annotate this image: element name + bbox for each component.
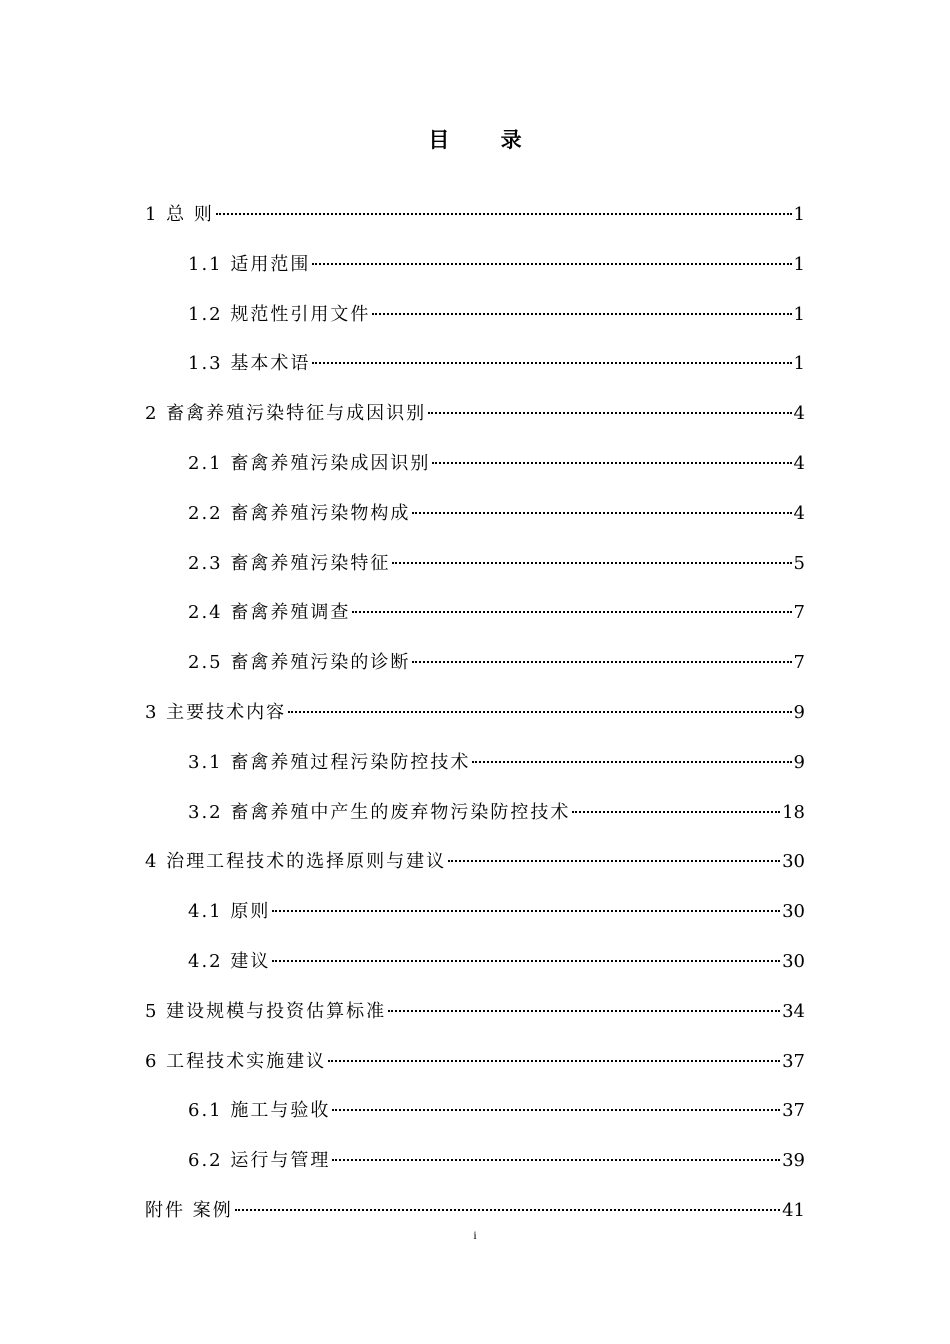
- toc-entry-label: 6.1 施工与验收: [188, 1100, 331, 1121]
- toc-entry-label: 3.2 畜禽养殖中产生的废弃物污染防控技术: [188, 802, 571, 823]
- toc-entry[interactable]: [188, 1146, 805, 1176]
- dot-leader: [352, 611, 791, 613]
- dot-leader: [428, 412, 791, 414]
- toc-entry-label: 1.3 基本术语: [188, 353, 311, 374]
- toc-entry-page: 9: [793, 752, 805, 773]
- toc-entry-page: 1: [793, 254, 805, 275]
- toc-entry[interactable]: [145, 200, 805, 230]
- toc-entry[interactable]: [188, 1096, 805, 1126]
- toc-entry[interactable]: [188, 947, 805, 977]
- toc-entry-label: 4 治理工程技术的选择原则与建议: [145, 851, 447, 872]
- toc-entry-label: 1.2 规范性引用文件: [188, 304, 371, 325]
- toc-entry-page: 37: [782, 1051, 805, 1072]
- toc-entry[interactable]: [188, 748, 805, 778]
- toc-entry-label: 3.1 畜禽养殖过程污染防控技术: [188, 752, 471, 773]
- toc-entry-page: 5: [793, 553, 805, 574]
- dot-leader: [272, 960, 780, 962]
- toc-entry-label: 1 总 则: [145, 204, 214, 225]
- toc-entry-page: 4: [793, 403, 805, 424]
- toc-entry[interactable]: [145, 698, 805, 728]
- toc-entry-label: 6 工程技术实施建议: [145, 1051, 327, 1072]
- toc-entry-label: 4.1 原则: [188, 901, 271, 922]
- toc-entry-label: 2 畜禽养殖污染特征与成因识别: [145, 403, 427, 424]
- dot-leader: [412, 661, 791, 663]
- page-title: 目 录: [428, 128, 544, 152]
- toc-entry[interactable]: [188, 349, 805, 379]
- toc-entry[interactable]: [145, 847, 805, 877]
- toc-entry-page: 9: [793, 702, 805, 723]
- dot-leader: [288, 711, 791, 713]
- toc-entry[interactable]: [145, 997, 805, 1027]
- toc-entry[interactable]: [145, 1196, 805, 1226]
- dot-leader: [216, 213, 792, 215]
- dot-leader: [372, 313, 791, 315]
- toc-entry-page: 1: [793, 353, 805, 374]
- toc-entry[interactable]: [188, 549, 805, 579]
- dot-leader: [312, 362, 791, 364]
- dot-leader: [392, 562, 791, 564]
- toc-entry[interactable]: [145, 399, 805, 429]
- toc-entry[interactable]: [188, 648, 805, 678]
- toc-entry-page: 4: [793, 503, 805, 524]
- dot-leader: [328, 1060, 780, 1062]
- toc-entry-page: 37: [782, 1100, 805, 1121]
- toc-entry[interactable]: [188, 598, 805, 628]
- toc-entry-page: 34: [782, 1001, 805, 1022]
- dot-leader: [448, 860, 780, 862]
- toc-entry-label: 2.4 畜禽养殖调查: [188, 602, 351, 623]
- toc-entry-label: 6.2 运行与管理: [188, 1150, 331, 1171]
- toc-entry-label: 2.3 畜禽养殖污染特征: [188, 553, 391, 574]
- toc-entry[interactable]: [188, 449, 805, 479]
- dot-leader: [432, 462, 791, 464]
- toc-entry-page: 1: [793, 304, 805, 325]
- toc-entry[interactable]: [145, 1047, 805, 1077]
- toc-entry-page: 30: [782, 851, 805, 872]
- toc-entry-page: 39: [782, 1150, 805, 1171]
- toc-entry[interactable]: [188, 798, 805, 828]
- page-number: i: [473, 1228, 477, 1242]
- toc-entry-page: 30: [782, 951, 805, 972]
- toc-entry-page: 7: [793, 602, 805, 623]
- toc-entry-label: 2.2 畜禽养殖污染物构成: [188, 503, 411, 524]
- dot-leader: [272, 910, 780, 912]
- toc-entry[interactable]: [188, 300, 805, 330]
- toc-entry[interactable]: [188, 897, 805, 927]
- toc-entry-label: 1.1 适用范围: [188, 254, 311, 275]
- toc-entry-label: 4.2 建议: [188, 951, 271, 972]
- dot-leader: [388, 1010, 780, 1012]
- dot-leader: [332, 1159, 780, 1161]
- toc-entry[interactable]: [188, 250, 805, 280]
- dot-leader: [332, 1109, 780, 1111]
- toc-entry-page: 18: [782, 802, 805, 823]
- dot-leader: [472, 761, 791, 763]
- toc-entry-label: 5 建设规模与投资估算标准: [145, 1001, 387, 1022]
- toc-entry-label: 3 主要技术内容: [145, 702, 287, 723]
- dot-leader: [235, 1209, 780, 1211]
- toc-entry-page: 4: [793, 453, 805, 474]
- toc-entry-label: 2.1 畜禽养殖污染成因识别: [188, 453, 431, 474]
- toc-entry-page: 1: [793, 204, 805, 225]
- toc-entry[interactable]: [188, 499, 805, 529]
- dot-leader: [572, 811, 780, 813]
- dot-leader: [312, 263, 791, 265]
- toc-entry-label: 2.5 畜禽养殖污染的诊断: [188, 652, 411, 673]
- toc-entry-label: 附件 案例: [145, 1200, 233, 1221]
- toc-entry-page: 30: [782, 901, 805, 922]
- toc-entry-page: 7: [793, 652, 805, 673]
- dot-leader: [412, 512, 791, 514]
- toc-entry-page: 41: [782, 1200, 805, 1221]
